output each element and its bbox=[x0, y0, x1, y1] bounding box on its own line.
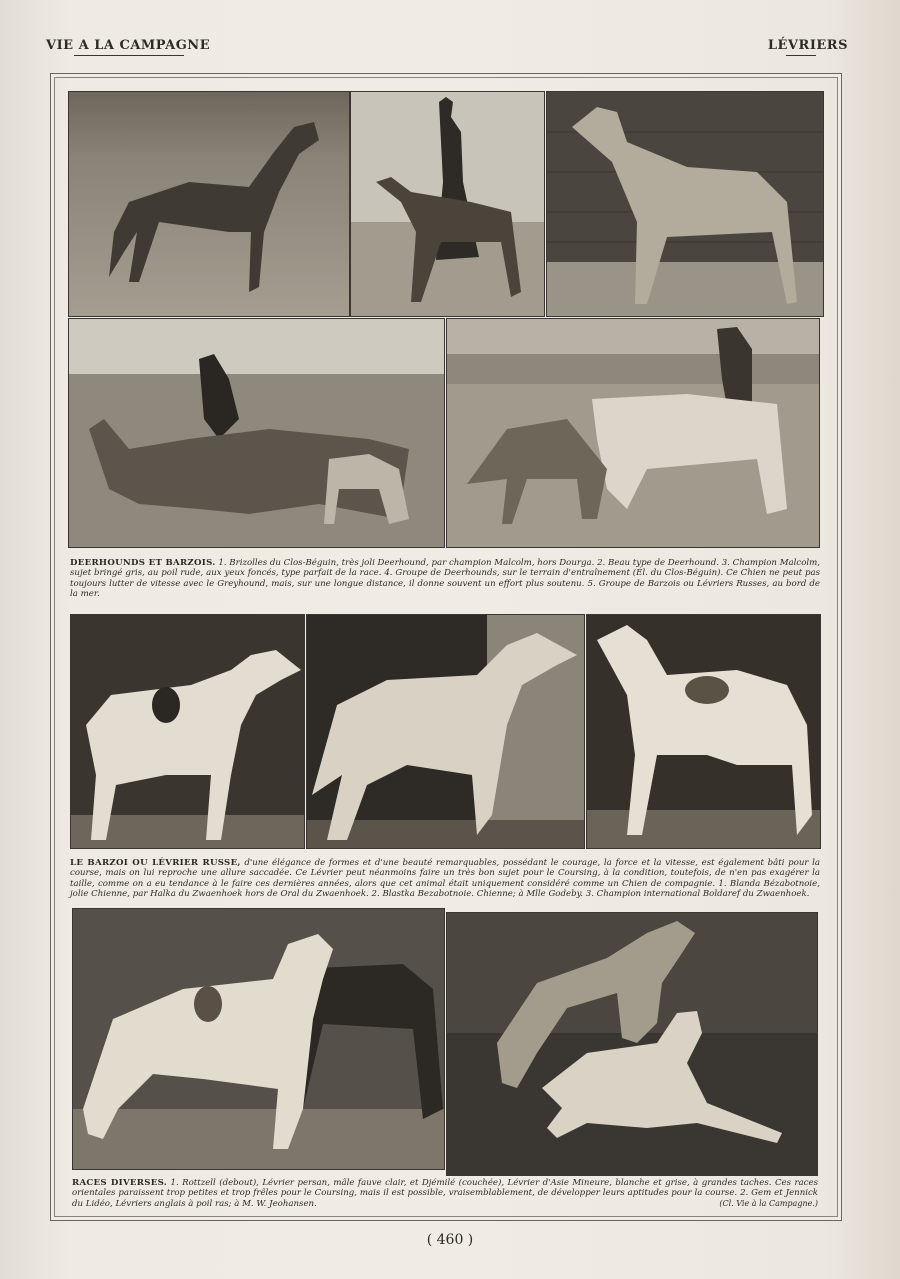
photo-deerhound-with-woman bbox=[350, 91, 545, 317]
running-head-right: LÉVRIERS bbox=[768, 38, 848, 56]
caption-deerhounds-barzois bbox=[70, 558, 820, 600]
photo-deerhound-group bbox=[68, 318, 445, 548]
photo-champion-boldaref bbox=[586, 614, 821, 849]
photo-blastka-bezabotnoie bbox=[306, 614, 585, 849]
photo-credit: (Cl. Vie à la Campagne.) bbox=[719, 1198, 818, 1208]
caption-heading: RACES DIVERSES. bbox=[72, 1178, 168, 1188]
photo-champion-malcolm bbox=[546, 91, 824, 317]
caption-races-diverses bbox=[72, 1178, 818, 1209]
running-head-left: VIE A LA CAMPAGNE bbox=[46, 38, 210, 56]
caption-text: d'une élégance de formes et d'une beauté remarquables, possédant le courage, la force et la vitesse, est également bâti pour la course, mais on lui reproche une allure saccadée. Ce Lévrier peut néanmoins faire un très bon sujet pour le Coursing, à la condition, toutefois, de n'en pas exagérer la taille, comme on a eu tendance à le faire ces dernières années, alors que cet animal était uniquement considéré comme un Chien de compagnie. 1. Blanda Bézabotnoie, jolie Chienne, par Halka du Zwaenhoek hors de Oral du Zwaenhoek. 2. Blastka Bezabotnoie. Chienne; à Mlle Godeby. 3. Champion international Boldaref du Zwaenhoek. bbox=[70, 858, 821, 900]
photo-deerhound-brizolles bbox=[68, 91, 350, 317]
photo-blanda-bezabotnoie bbox=[70, 614, 305, 849]
caption-barzoi-russe bbox=[70, 858, 820, 900]
page-number: ( 460 ) bbox=[426, 1232, 474, 1248]
caption-text: 1. Rottzell (debout), Lévrier persan, mâle fauve clair, et Djémilé (couchée), Lévrier d'Asie Mineure, blanche et grise, à grandes taches. Ces races orientales paraissent trop petites et trop frêles pour le Coursing, mais il est possible, vraisemblablement, de développer leurs aptitudes pour la course. 2. Gem et Jennick du Lidéo, Lévriers anglais à poil ras; à M. W. Jeohansen. bbox=[72, 1178, 818, 1209]
photo-rottzell-and-djemile bbox=[446, 912, 818, 1176]
photo-gem-and-jennick bbox=[72, 908, 445, 1170]
caption-text: 1. Brizolles du Clos-Béguin, très joli Deerhound, par champion Malcolm, hors Dourga. 2. Beau type de Deerhound. 3. Champion Malcolm, sujet bringé gris, au poil rude, aux yeux foncés, type parfait de la race. 4. Groupe de Deerhounds, sur le terrain d'entraînement (Él. du Clos-Béguin). Ce Chien ne peut pas toujours lutter de vitesse avec le Greyhound, mais, sur une longue distance, il donne souvent un effort plus soutenu. 5. Groupe de Barzois ou Lévriers Russes, au bord de la mer. bbox=[70, 558, 820, 600]
photo-barzois-group-seaside bbox=[446, 318, 820, 548]
caption-heading: LE BARZOI OU LÉVRIER RUSSE, bbox=[70, 858, 241, 868]
caption-heading: DEERHOUNDS ET BARZOIS. bbox=[70, 558, 216, 568]
